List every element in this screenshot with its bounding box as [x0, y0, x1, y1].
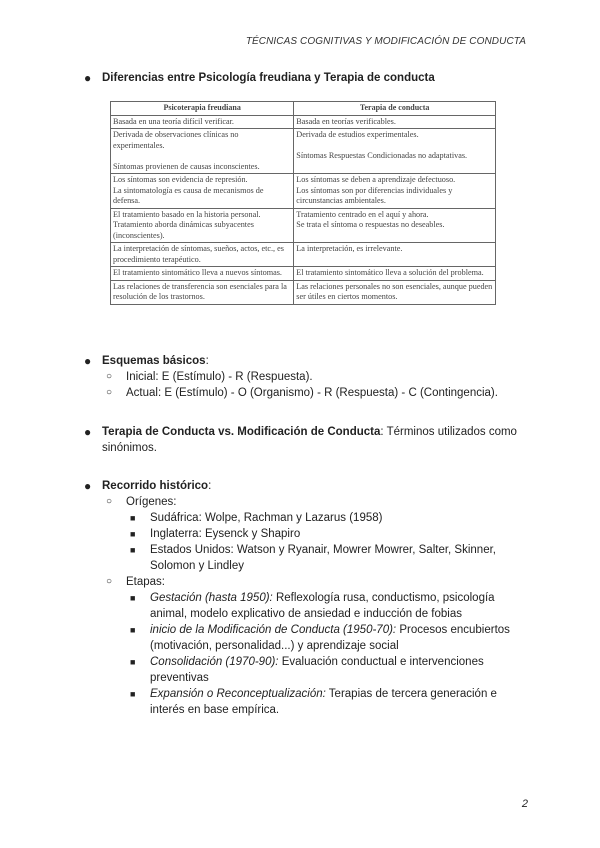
bullet: ● — [84, 479, 92, 493]
table-row — [111, 174, 496, 209]
section-title: Recorrido histórico — [102, 480, 209, 492]
square-bullet: ■ — [130, 657, 136, 667]
list-item: Sudáfrica: Wolpe, Rachman y Lazarus (1958) — [150, 512, 383, 524]
stage-label: Expansión o Reconceptualización: — [150, 688, 326, 700]
stage-label: inicio de la Modificación de Conducta (1950-70): — [150, 624, 397, 636]
stage-text: Evaluación conductual e intervenciones preventivas — [150, 656, 484, 684]
table-row — [111, 129, 496, 174]
section-title: Esquemas básicos — [102, 355, 206, 367]
stage-label: Consolidación (1970-90): — [150, 656, 279, 668]
section-title: Terapia de Conducta vs. Modificación de Conducta — [102, 426, 381, 438]
table-row — [111, 243, 496, 267]
list-item: Estados Unidos: Watson y Ryanair, Mowrer Mowrer, Salter, Skinner, Solomon y Lindley — [150, 544, 496, 572]
comparison-table — [110, 101, 496, 305]
square-bullet: ■ — [130, 513, 136, 523]
section-schemes — [84, 353, 530, 401]
cell-freudian: El tratamiento sintomático lleva a nuevos síntomas. — [111, 267, 294, 281]
cell-behavioral: Basada en teorías verificables. — [294, 115, 496, 129]
cell-behavioral: Las relaciones personales no son esenciales, aunque pueden ser útiles en ciertos momentos. — [294, 280, 496, 304]
cell-behavioral: Tratamiento centrado en el aquí y ahora. Se trata el síntoma o respuestas no deseables. — [294, 208, 496, 243]
cell-freudian: El tratamiento basado en la historia personal. Tratamiento aborda dinámicas subyacentes (inconscientes). — [111, 208, 294, 243]
origins-label: Orígenes: — [126, 496, 177, 508]
circle-bullet: ○ — [106, 387, 113, 398]
stage-text: Reflexología rusa, conductismo, psicología animal, modelo explicativo de ansiedad e inducción de fobias — [150, 592, 495, 620]
cell-behavioral: El tratamiento sintomático lleva a solución del problema. — [294, 267, 496, 281]
bullet: ● — [84, 354, 92, 368]
circle-bullet: ○ — [106, 496, 113, 507]
circle-bullet: ○ — [106, 576, 113, 587]
circle-bullet: ○ — [106, 371, 113, 382]
square-bullet: ■ — [130, 689, 136, 699]
list-item: Actual: E (Estímulo) - O (Organismo) - R (Respuesta) - C (Contingencia). — [126, 387, 498, 399]
stage-text: Procesos encubiertos (motivación, personalidad...) y aprendizaje social — [150, 624, 510, 652]
cell-behavioral: La interpretación, es irrelevante. — [294, 243, 496, 267]
cell-behavioral: Derivada de estudios experimentales. Síntomas Respuestas Condicionadas no adaptativas. — [294, 129, 496, 174]
bullet: ● — [84, 425, 92, 439]
section-differences — [84, 70, 530, 86]
running-header: TÉCNICAS COGNITIVAS Y MODIFICACIÓN DE CONDUCTA — [245, 36, 526, 47]
square-bullet: ■ — [130, 593, 136, 603]
square-bullet: ■ — [130, 529, 136, 539]
table-header-freudian: Psicoterapia freudiana — [111, 102, 294, 116]
square-bullet: ■ — [130, 545, 136, 555]
cell-freudian: Basada en una teoría difícil verificar. — [111, 115, 294, 129]
cell-freudian: Los síntomas son evidencia de represión. La sintomatología es causa de mecanismos de defensa. — [111, 174, 294, 209]
table-row — [111, 115, 496, 129]
table-row — [111, 280, 496, 304]
cell-freudian: Las relaciones de transferencia son esenciales para la resolución de los trastornos. — [111, 280, 294, 304]
section-terminology — [84, 424, 530, 456]
cell-freudian: La interpretación de síntomas, sueños, actos, etc., es procedimiento terapéutico. — [111, 243, 294, 267]
section-title: Diferencias entre Psicología freudiana y Terapia de conducta — [102, 72, 435, 84]
stage-label: Gestación (hasta 1950): — [150, 592, 273, 604]
cell-behavioral: Los síntomas se deben a aprendizaje defectuoso. Los síntomas son por diferencias individuales y circunstancias ambientales. — [294, 174, 496, 209]
square-bullet: ■ — [130, 625, 136, 635]
cell-freudian: Derivada de observaciones clínicas no experimentales. Síntomas provienen de causas inconscientes. — [111, 129, 294, 174]
table-row — [111, 208, 496, 243]
table-row — [111, 267, 496, 281]
section-history — [84, 478, 530, 718]
page-number: 2 — [521, 798, 528, 810]
section-text: : Términos utilizados como sinónimos. — [102, 426, 517, 454]
colon: : — [205, 355, 209, 367]
colon: : — [208, 480, 212, 492]
bullet: ● — [84, 71, 92, 85]
list-item: Inglaterra: Eysenck y Shapiro — [150, 528, 301, 540]
stage-text: Terapias de tercera generación e interés en base empírica. — [150, 688, 497, 716]
table-header-behavioral: Terapia de conducta — [294, 102, 496, 116]
stages-label: Etapas: — [126, 576, 165, 588]
list-item: Inicial: E (Estímulo) - R (Respuesta). — [126, 371, 313, 383]
